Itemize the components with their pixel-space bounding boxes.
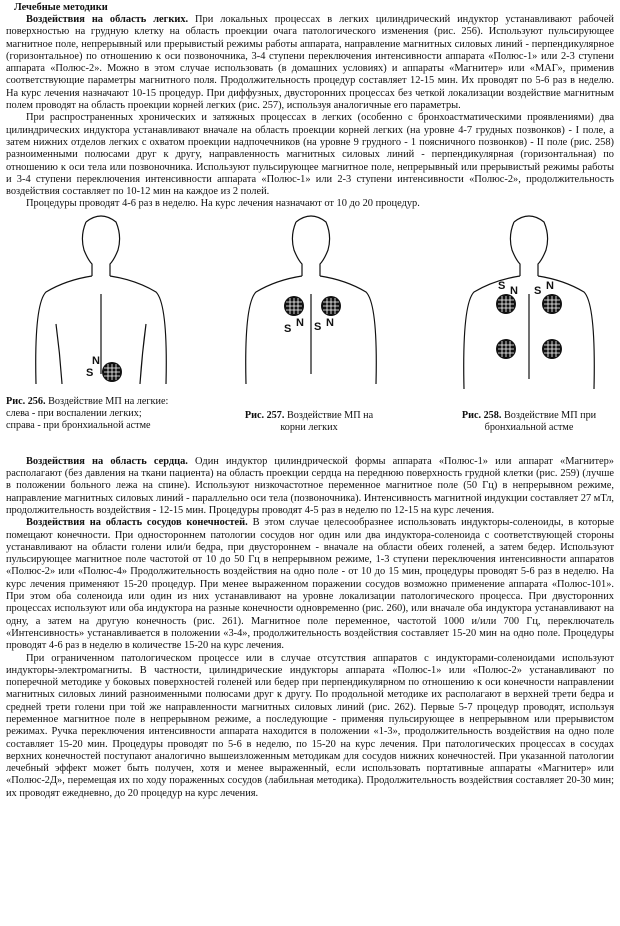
lungs-title: Воздействия на область легких. (26, 14, 189, 25)
svg-text:S: S (534, 284, 542, 297)
pole-s-label: S (86, 366, 94, 379)
figure-257-caption: Рис. 257. Воздействие МП на корни легких (244, 409, 374, 433)
figure-258-caption: Рис. 258. Воздействие МП при бронхиальной астме (461, 409, 597, 433)
lungs-paragraph-1: Воздействия на область легких. При локальных процессах в легких цилиндрический индуктор устанавливают рабочей поверхностью на грудную клетку на область проекции очага патологического изменения (рис. 256). Используют пульсирующее магнитное поле, непрерывный или прерывистый режимы работы аппарата, направление магнитных силовых линий - перпендикулярное (горизонтальное) по отношению к оси позвоночника, 3-4 ступени переключения интенсивности аппарата «Полюс-1» или 2-3 ступени аппарата «Полюс-2». Можно в этом случае использовать (в домашних условиях) и аппараты «Магнитер» или «МАГ», применив соответствующие параметры магнитного поля. Продолжительность процедур составляет 12-15 мин. Их проводят по 5-6 раз в неделю. На курс лечения назначают 10-15 процедур. При диффузных, двусторонних процессах без четкой локализации воздействие магнитным полем проводят на область проекции корней легких (рис. 257), используя аналогичные его параметры. (6, 14, 614, 112)
heart-paragraph: Воздействия на область сердца. Один индуктор цилиндрической формы аппарата «Полюс-1» или аппарат «Магнитер» располагают (без давления на ткани пациента) на область проекции сердца на переднюю поверхность грудной клетки (рис. 259) (лучше в положении больного лежа на спине). Используют низкочастотное переменное магнитное поле (50 Гц) в непрерывном режиме, направление магнитных силовых линий - параллельно оси тела (позвоночника). Интенсивность магнитной индукции составляет 27 мТл, продолжительность воздействия - 12-15 мин. Процедуры проводят 4-5 раз в неделю по 12-15 на курс лечения. (6, 455, 614, 516)
figure-256-illustration (26, 214, 176, 384)
svg-text:S: S (284, 322, 292, 335)
page (6, 2, 614, 800)
figure-258-illustration (454, 214, 604, 389)
section-header: Лечебные методики (14, 2, 108, 13)
figure-257-illustration (236, 214, 386, 384)
lungs-paragraph-2: При распространенных хронических и затяжных процессах в легких (особенно с бронхоастматическими проявлениями) два цилиндрических индуктора устанавливают вначале на область проекции корней легких (на уровне 4-7 грудных позвонков) - I поле, а затем нижних отделов легких с охватом проекции надпочечников (на уровне 9 грудного - 1 поясничного позвонков) - II поле (рис. 258) разноименными полюсами друг к другу, направленность магнитных силовых линий - перпендикулярная (горизонтальная) по отношению к оси тела или позвоночника. Используют пульсирующее магнитное поле, непрерывный или прерывистый режимы работы и 3-4 ступени переключения интенсивности аппарата «Полюс-1» или 2-3 ступени интенсивности «Полюс-2», продолжительность воздействия составляет по 10-12 мин на каждое из 2 полей. (6, 112, 614, 198)
svg-text:N: N (296, 316, 304, 329)
vessels-paragraph-2: При ограниченном патологическом процессе или в случае отсутствия аппаратов с индукторами-соленоидами используют индукторы-электромагниты. В частности, цилиндрические индукторы аппарата «Полюс-1» или «Полюс-2» устанавливают по поперечной методике у боковых поверхностей голеней или бедер при перпендикулярном по отношению к оси конечности направлении магнитных силовых линий разноименными полюсами друг к другу. По продольной методике их располагают в верхней трети бедра и средней трети голени при той же направленности магнитных силовых линий (рис. 262). Первые 5-7 процедур проводят, используя переменное магнитное поле в непрерывном режиме, а последующие - применяя пульсирующее в непрерывном или прерывистом режимах. Ручка переключения интенсивности аппарата находится в положении «1-3», продолжительность воздействия на одно поле составляет 15-20 мин. Процедуры проводят по 5-6 в неделю, по 15-20 на курс лечения. При патологических процессах в сосудах верхних конечностей поступают аналогично вышеизложенным методикам для сосудов нижних конечностей. При указанной патологии лечебный эффект может быть получен, хотя и менее выраженный, если использовать портативные аппараты «Магнитер» или «Полюс-2Д», перемещая их по ходу пораженных сосудов (лабильная методика). Продолжительность воздействия составляет 20-30 мин; их проводят ежедневно, до 20 процедур на курс лечения. (6, 652, 614, 799)
vessels-paragraph-1: Воздействия на область сосудов конечностей. В этом случае целесообразнее использовать индукторы-соленоиды, в которые помещают конечности. При одностороннем патологии сосудов ног один или два индуктора-соленоида с соответствующей стороны устанавливают на области голени или/и бедра, при двустороннем - вначале на области обеих голеней, а затем бедер. Используют пульсирующее магнитное поле частотой от 10 до 50 Гц в непрерывном режиме, 1-3 ступени переключения интенсивности аппаратов «Полюс-2» или «Полюс-4» Продолжительность воздействия на одно поле - от 10 до 15 мин, процедуры проводят 5-6 раз в неделю. На курс лечения применяют 15-20 процедур. При менее выраженном поражении сосудов возможно применение аппарата «Полюс-101». При этом оба соленоида или один из них устанавливают на уровне локализации патологического процесса. При двусторонних процессах используют или оба индуктора на разные конечности одновременно (рис. 260), или вначале оба индуктора устанавливают на одну, а затем на другую конечность (рис. 261). Магнитное поле переменное, частотой 1000 и/или 700 Гц, переключатель «Интенсивность» устанавливается в положении «3-4», продолжительность воздействия составляет 15-20 мин на одно поле. Процедуры проводят 4-6 раз в неделю в количестве 15-20 на курс лечения. (6, 517, 614, 652)
heart-title: Воздействия на область сердца. (26, 455, 188, 467)
lungs-paragraph-3: Процедуры проводят 4-6 раз в неделю. На курс лечения назначают от 10 до 20 процедур. (26, 198, 420, 210)
figures-row (6, 214, 614, 434)
svg-text:S: S (498, 279, 506, 292)
vessels-title: Воздействия на область сосудов конечностей. (26, 517, 248, 529)
svg-text:N: N (510, 284, 518, 297)
svg-text:S: S (314, 320, 322, 333)
svg-text:N: N (546, 279, 554, 292)
pole-n-label: N (92, 354, 100, 367)
figure-256-caption: Рис. 256. Воздействие МП на легкие: слева - при воспалении легких; справа - при бронхиальной астме (6, 395, 169, 431)
svg-text:N: N (326, 316, 334, 329)
